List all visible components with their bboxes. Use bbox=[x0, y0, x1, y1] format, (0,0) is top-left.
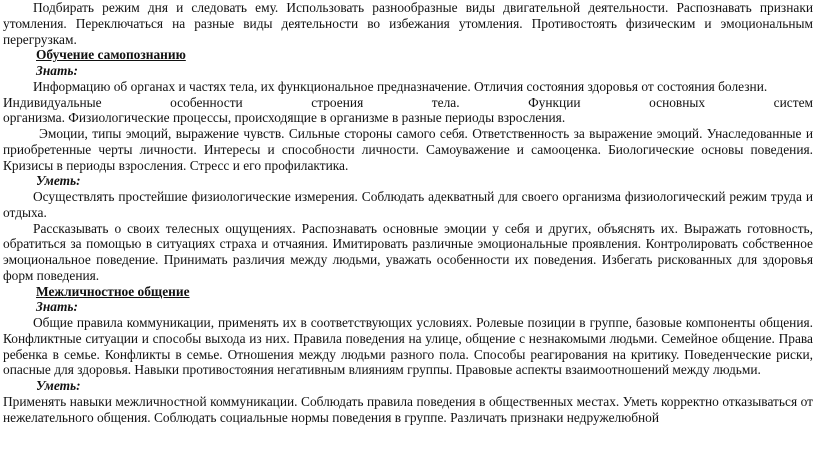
body-paragraph: Рассказывать о своих телесных ощущениях. Распознавать основные эмоции у себя и других, объяснять их. Выражать готовность, обратиться за помощью в ситуациях страха и отчаяния. Имитировать различные эмоциональные проявления. Контролировать собственное эмоциональное поведение. Принимать различия между людьми, уважать особенности их поведения. Избегать рискованных для здоровья форм поведения. bbox=[3, 220, 813, 283]
section-heading-self-knowledge: Обучение самопознанию bbox=[36, 47, 186, 63]
section-heading-interpersonal: Межличностное общение bbox=[36, 283, 190, 299]
text-line: Информацию об органах и частях тела, их функциональное предназначение. Отличия состояния здоровья от состояния болезни. bbox=[33, 78, 768, 94]
know-label: Знать: bbox=[36, 63, 78, 78]
body-paragraph: Общие правила коммуникации, применять их в соответствующих условиях. Ролевые позиции в группе, базовые компоненты общения. Конфликтные ситуации и способы выхода из них. Правила поведения на улице, общение с незнакомыми людьми. Семейное общение. Права ребенка в семье. Конфликты в семье. Отношения между людьми разного пола. Способы реагирования на критику. Поведенческие риски, опасные для здоровья. Навыки противостояния негативным влияниям группы. Правовые аспекты взаимоотношений между людьми. bbox=[3, 315, 813, 378]
body-paragraph: Эмоции, типы эмоций, выражение чувств. Сильные стороны самого себя. Ответственность за выражение эмоций. Унаследованные и приобретенные черты личности. Интересы и способности личности. Самоуважение и самооценка. Биологические основы поведения. Кризисы в периоды взросления. Стресс и его профилактика. bbox=[3, 126, 813, 173]
intro-paragraph: Подбирать режим дня и следовать ему. Использовать разнообразные виды двигательной деятельности. Распознавать признаки утомления. Переключаться на разные виды деятельности во избежания утомления. Противостоять физическим и эмоциональным перегрузкам. bbox=[3, 0, 813, 47]
can-label: Уметь: bbox=[36, 378, 81, 393]
body-paragraph-justified-line: Индивидуальные особенности строения тела. Функции основных систем bbox=[3, 94, 813, 110]
body-paragraph: организма. Физиологические процессы, происходящие в организме в разные периоды взросления. bbox=[3, 110, 566, 126]
know-label: Знать: bbox=[36, 299, 78, 315]
body-paragraph: Применять навыки межличностной коммуникации. Соблюдать правила поведения в общественных местах. Уметь корректно отказываться от нежелательного общения. Соблюдать социальные нормы поведения в группе. Различать признаки недружелюбной bbox=[3, 393, 813, 425]
body-paragraph bbox=[3, 79, 813, 95]
body-paragraph: Осуществлять простейшие физиологические измерения. Соблюдать адекватный для своего организма физиологический режим труда и отдыха. bbox=[3, 189, 813, 220]
can-label: Уметь: bbox=[36, 173, 81, 189]
